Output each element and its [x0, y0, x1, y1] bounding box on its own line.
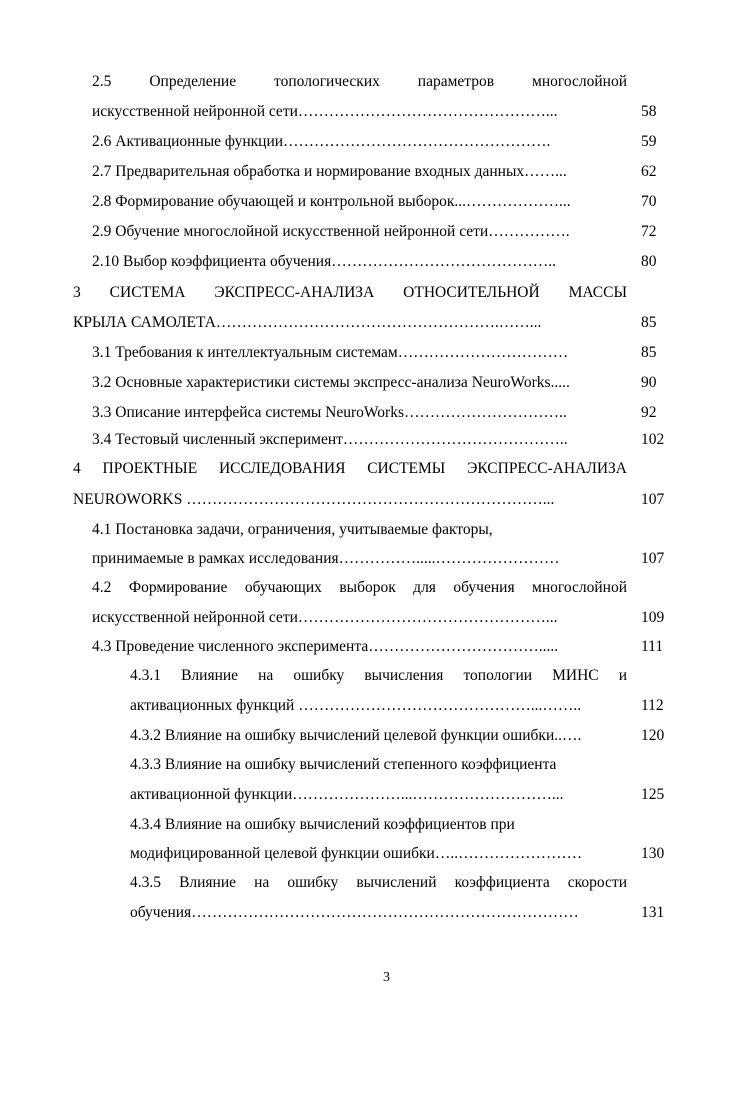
- toc-page-number: 62: [641, 163, 657, 180]
- toc-entry-text: 2.9 Обучение многослойной искусственной нейронной сети…………….: [92, 223, 570, 240]
- toc-entry-4-3-4: [130, 813, 628, 837]
- toc-entry-2-5: [92, 70, 627, 94]
- toc-entry-text: 3 СИСТЕМА ЭКСПРЕСС-АНАЛИЗА ОТНОСИТЕЛЬНОЙ МАССЫ: [73, 284, 627, 301]
- toc-entry-4-3-3: [130, 753, 628, 777]
- toc-page-number: 111: [641, 638, 664, 655]
- toc-entry-text: 4.2 Формирование обучающих выборок для обучения многослойной: [92, 579, 627, 596]
- toc-entry-text: 4.1 Постановка задачи, ограничения, учитываемые факторы,: [92, 521, 493, 538]
- toc-entry-text: 4.3.3 Влияние на ошибку вычислений степенного коэффициента: [130, 756, 557, 773]
- toc-entry-2-7: [92, 160, 628, 184]
- toc-entry-2-9: [92, 220, 628, 244]
- toc-entry-text: принимаемые в рамках исследования…………….....……………………: [92, 550, 560, 567]
- toc-entry-4-3-1: [130, 664, 627, 688]
- toc-entry-4-3-4-cont: [130, 842, 628, 866]
- toc-entry-3-1: [92, 341, 628, 365]
- toc-entry-text: искусственной нейронной сети…………………………………………...: [92, 103, 558, 120]
- toc-entry-4-1: [92, 518, 628, 542]
- toc-page-number: 85: [641, 344, 657, 361]
- toc-entry-text: обучения…………………………………………………………………: [130, 904, 579, 921]
- toc-entry-4-3: [92, 635, 628, 659]
- toc-entry-4-1-cont: [92, 547, 628, 571]
- toc-page-number: 109: [641, 609, 665, 626]
- toc-page-number: 58: [641, 103, 657, 120]
- toc-entry-text: 3.3 Описание интерфейса системы NeuroWorks…………………………..: [92, 404, 567, 421]
- toc-entry-text: 4.3.2 Влияние на ошибку вычислений целевой функции ошибки..….: [130, 727, 582, 744]
- toc-page-number: 59: [641, 133, 657, 150]
- toc-entry-text: 2.5 Определение топологических параметров многослойной: [92, 73, 627, 90]
- toc-entry-text: искусственной нейронной сети…………………………………………...: [92, 609, 558, 626]
- toc-page-number: 72: [641, 223, 657, 240]
- toc-page-number: 112: [641, 697, 664, 714]
- toc-entry-text: активационной функции…………………...………………………...: [130, 786, 564, 803]
- toc-entry-2-6: [92, 130, 628, 154]
- toc-entry-4-3-2: [130, 724, 628, 748]
- page-number: 3: [383, 970, 390, 985]
- toc-entry-text: 2.8 Формирование обучающей и контрольной выборок...………………...: [92, 193, 571, 210]
- toc-entry-text: модифицированной целевой функции ошибки…..……………………: [130, 845, 583, 862]
- toc-entry-text: 3.2 Основные характеристики системы экспресс-анализа NeuroWorks.....: [92, 374, 570, 391]
- toc-entry-2-5-cont: [92, 100, 628, 124]
- toc-entry-4-3-3-cont: [130, 783, 628, 807]
- toc-page-number: 90: [641, 374, 657, 391]
- toc-page-number: 125: [641, 786, 665, 803]
- toc-entry-text: 4.3.4 Влияние на ошибку вычислений коэффициентов при: [130, 816, 515, 833]
- toc-entry-text: 4 ПРОЕКТНЫЕ ИССЛЕДОВАНИЯ СИСТЕМЫ ЭКСПРЕСС-АНАЛИЗА: [73, 460, 627, 477]
- toc-chapter-3-cont: [73, 311, 628, 335]
- toc-entry-4-3-1-cont: [130, 694, 628, 718]
- toc-page-number: 131: [641, 904, 665, 921]
- toc-entry-text: 4.3.1 Влияние на ошибку вычисления топологии МИНС и: [130, 667, 627, 684]
- toc-entry-4-2: [92, 576, 627, 600]
- toc-entry-text: 4.3 Проведение численного эксперимента…………………………….....: [92, 638, 559, 655]
- toc-entry-text: 2.6 Активационные функции…………………………………………….: [92, 133, 551, 150]
- toc-chapter-3: [73, 281, 627, 305]
- toc-entry-4-3-5: [130, 871, 627, 895]
- toc-entry-3-2: [92, 371, 628, 395]
- toc-entry-4-3-5-cont: [130, 901, 628, 925]
- toc-page-number: 102: [641, 431, 665, 448]
- toc-entry-text: КРЫЛА САМОЛЕТА……………………………………………….……...: [73, 314, 542, 331]
- toc-entry-text: 3.4 Тестовый численный эксперимент……………………………………..: [92, 431, 568, 448]
- toc-page-number: 92: [641, 404, 657, 421]
- toc-chapter-4-cont: [73, 488, 628, 512]
- toc-entry-2-8: [92, 190, 628, 214]
- toc-entry-text: 3.1 Требования к интеллектуальным системам……………………………: [92, 344, 569, 361]
- toc-entry-text: активационных функций ………………………………………...……..: [130, 697, 582, 714]
- toc-page-number: 130: [641, 845, 665, 862]
- toc-page-number: 80: [641, 253, 657, 270]
- toc-entry-text: 2.10 Выбор коэффициента обучения……………………………………..: [92, 253, 556, 270]
- toc-entry-3-4: [92, 428, 628, 452]
- toc-chapter-4: [73, 457, 627, 481]
- toc-page-number: 120: [641, 727, 665, 744]
- toc-page-number: 107: [641, 491, 665, 508]
- toc-entry-2-10: [92, 250, 628, 274]
- toc-entry-text: 4.3.5 Влияние на ошибку вычислений коэффициента скорости: [130, 874, 627, 891]
- toc-entry-text: 2.7 Предварительная обработка и нормирование входных данных……...: [92, 163, 567, 180]
- toc-page-number: 85: [641, 314, 657, 331]
- toc-entry-4-2-cont: [92, 606, 628, 630]
- toc-entry-3-3: [92, 401, 628, 425]
- toc-page-number: 70: [641, 193, 657, 210]
- toc-page-number: 107: [641, 550, 665, 567]
- toc-entry-text: NEUROWORKS ……………………………………………………………...: [73, 491, 555, 508]
